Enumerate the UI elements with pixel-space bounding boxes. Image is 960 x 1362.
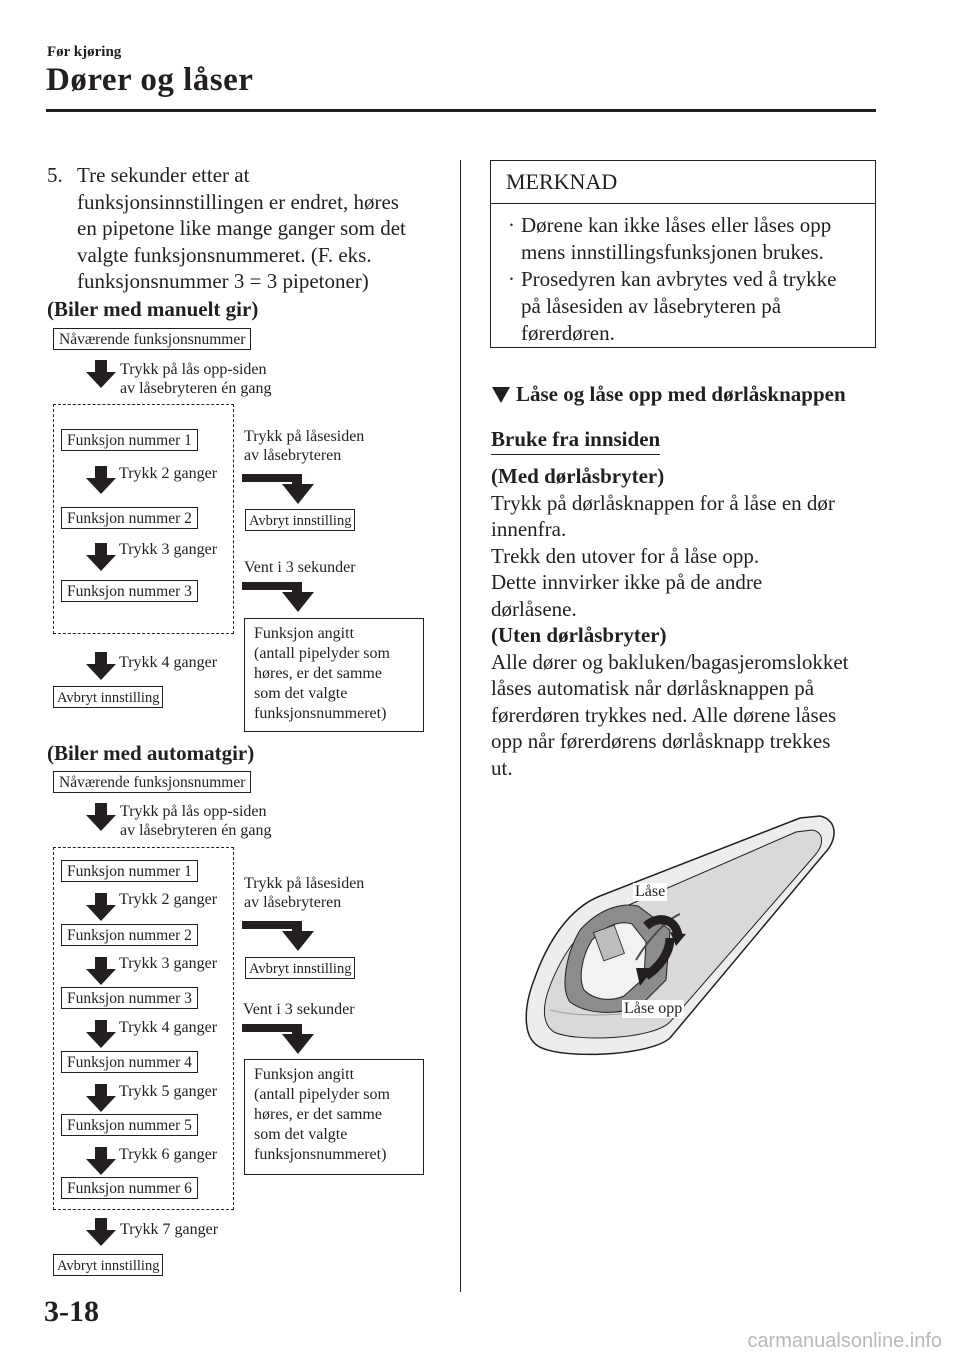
step-line: en pipetone like mange ganger som det — [77, 216, 406, 240]
merknad-item — [491, 212, 875, 266]
result-line: som det valgte — [254, 1126, 348, 1143]
note-line: Trykk på låsesiden — [244, 875, 365, 892]
note-line: av låsebryteren — [244, 894, 342, 911]
bent-arrow-icon — [242, 470, 322, 504]
page-number: 3-18 — [44, 1295, 99, 1328]
down-arrow-icon — [86, 803, 116, 831]
manual-cancel-right-box: Avbryt innstilling — [245, 509, 355, 531]
note-line: av låsebryteren — [244, 447, 342, 464]
down-arrow-icon — [86, 957, 116, 985]
section-heading: Låse og låse opp med dørlåsknappen — [516, 382, 846, 406]
bullet-icon: · — [508, 213, 515, 237]
body-line: Alle dører og bakluken/bagasjeromslokket — [491, 649, 849, 674]
merknad-line: på låsesiden av låsebryteren på — [521, 294, 782, 318]
bent-arrow-icon — [242, 917, 322, 951]
triangle-down-icon — [491, 385, 511, 405]
auto-function-5-box: Funksjon nummer 5 — [61, 1114, 198, 1136]
result-line: som det valgte — [254, 685, 348, 702]
note-line: av låsebryteren én gang — [120, 822, 272, 839]
down-arrow-icon — [86, 1084, 116, 1112]
manual-function-2-box: Funksjon nummer 2 — [61, 507, 198, 529]
auto-press-unlock-note — [120, 802, 271, 840]
auto-current-function-box: Nåværende funksjonsnummer — [53, 771, 251, 793]
manual-press-unlock-note — [120, 360, 271, 398]
auto-press-3-note: Trykk 3 ganger — [119, 955, 218, 972]
result-line: Funksjon angitt — [254, 625, 355, 642]
down-arrow-icon — [86, 466, 116, 494]
down-arrow-icon — [86, 360, 116, 388]
merknad-title: MERKNAD — [491, 161, 875, 204]
auto-function-3-box: Funksjon nummer 3 — [61, 987, 198, 1009]
down-arrow-icon — [86, 893, 116, 921]
down-arrow-icon — [86, 543, 116, 571]
door-handle-illustration — [520, 810, 840, 1060]
auto-press-7-note: Trykk 7 ganger — [120, 1221, 219, 1238]
note-line: Trykk på låsesiden — [244, 428, 365, 445]
auto-function-2-box: Funksjon nummer 2 — [61, 924, 198, 946]
section-body — [491, 463, 881, 781]
merknad-item — [491, 266, 875, 347]
auto-function-6-box: Funksjon nummer 6 — [61, 1177, 198, 1199]
body-line: innenfra. — [491, 517, 567, 541]
note-line: av låsebryteren én gang — [120, 380, 272, 397]
bent-arrow-icon — [242, 578, 322, 612]
result-line: (antall pipelyder som — [254, 645, 390, 662]
without-switch-label: (Uten dørlåsbryter) — [491, 623, 667, 647]
manual-current-function-box: Nåværende funksjonsnummer — [53, 328, 251, 350]
manual-press-lock-note — [244, 427, 364, 465]
with-switch-label: (Med dørlåsbryter) — [491, 464, 665, 488]
manual-result-box — [244, 618, 424, 732]
body-line: Trekk den utover for å låse opp. — [491, 543, 760, 568]
merknad-line: Dørene kan ikke låses eller låses opp — [521, 213, 832, 237]
manual-function-1-box: Funksjon nummer 1 — [61, 429, 198, 451]
body-line: dørlåsene. — [491, 596, 577, 621]
step-number: 5. — [47, 163, 63, 187]
result-line: høres, er det samme — [254, 665, 382, 682]
bent-arrow-icon — [242, 1020, 322, 1054]
down-arrow-icon — [86, 1020, 116, 1048]
auto-wait-note: Vent i 3 sekunder — [243, 1001, 355, 1018]
auto-cancel-right-box: Avbryt innstilling — [245, 957, 355, 979]
manual-press-3-note: Trykk 3 ganger — [119, 541, 218, 558]
result-line: funksjonsnummeret) — [254, 1146, 387, 1163]
step-line: funksjonsinnstillingen er endret, høres — [77, 189, 399, 214]
auto-heading: (Biler med automatgir) — [47, 741, 255, 765]
auto-function-4-box: Funksjon nummer 4 — [61, 1051, 198, 1073]
down-arrow-icon — [86, 1218, 116, 1246]
manual-cancel-bottom-box: Avbryt innstilling — [53, 686, 163, 708]
result-line: høres, er det samme — [254, 1106, 382, 1123]
title-rule — [46, 109, 876, 112]
body-line: ut. — [491, 755, 513, 780]
body-line: opp når førerdørens dørlåsknapp trekkes — [491, 729, 831, 753]
manual-function-3-box: Funksjon nummer 3 — [61, 580, 198, 602]
note-line: Trykk på lås opp-siden — [120, 361, 267, 378]
auto-press-5-note: Trykk 5 ganger — [119, 1083, 218, 1100]
watermark: carmanualsonline.info — [747, 1330, 942, 1352]
subheading: Bruke fra innsiden — [491, 426, 660, 455]
auto-press-4-note: Trykk 4 ganger — [119, 1019, 218, 1036]
lock-label: Låse — [635, 883, 666, 900]
auto-press-lock-note — [244, 874, 364, 912]
auto-cancel-bottom-box: Avbryt innstilling — [53, 1254, 163, 1276]
down-arrow-icon — [86, 1147, 116, 1175]
manual-press-2-note: Trykk 2 ganger — [119, 465, 218, 482]
manual-press-4-note: Trykk 4 ganger — [119, 654, 218, 671]
auto-press-2-note: Trykk 2 ganger — [119, 891, 218, 908]
body-line: Trykk på dørlåsknappen for å låse en dør — [491, 490, 835, 515]
step-line: Tre sekunder etter at — [77, 163, 250, 187]
merknad-line: Prosedyren kan avbrytes ved å trykke — [521, 267, 837, 291]
body-line: låses automatisk når dørlåsknappen på — [491, 676, 815, 700]
result-line: funksjonsnummeret) — [254, 705, 387, 722]
merknad-line: førerdøren. — [521, 321, 615, 345]
body-line: Dette innvirker ikke på de andre — [491, 570, 763, 594]
section-label: Før kjøring — [47, 44, 122, 60]
bullet-icon: · — [508, 267, 515, 291]
down-arrow-icon — [86, 652, 116, 680]
auto-press-6-note: Trykk 6 ganger — [119, 1146, 218, 1163]
manual-wait-note: Vent i 3 sekunder — [244, 559, 356, 576]
column-divider — [460, 160, 461, 1292]
result-line: Funksjon angitt — [254, 1066, 355, 1083]
note-line: Trykk på lås opp-siden — [120, 803, 267, 820]
step-line: funksjonsnummer 3 = 3 pipetoner) — [77, 269, 369, 293]
auto-result-box — [244, 1059, 424, 1175]
merknad-line: mens innstillingsfunksjonen brukes. — [521, 240, 824, 264]
unlock-label: Låse opp — [624, 1000, 683, 1017]
step-5-text — [77, 162, 406, 295]
body-line: førerdøren trykkes ned. Alle dørene låses — [491, 702, 837, 727]
page-title: Dører og låser — [46, 62, 254, 98]
manual-heading: (Biler med manuelt gir) — [47, 297, 259, 321]
auto-function-1-box: Funksjon nummer 1 — [61, 860, 198, 882]
step-line: valgte funksjonsnummeret. (F. eks. — [77, 242, 372, 267]
result-line: (antall pipelyder som — [254, 1086, 390, 1103]
merknad-box — [490, 160, 876, 348]
